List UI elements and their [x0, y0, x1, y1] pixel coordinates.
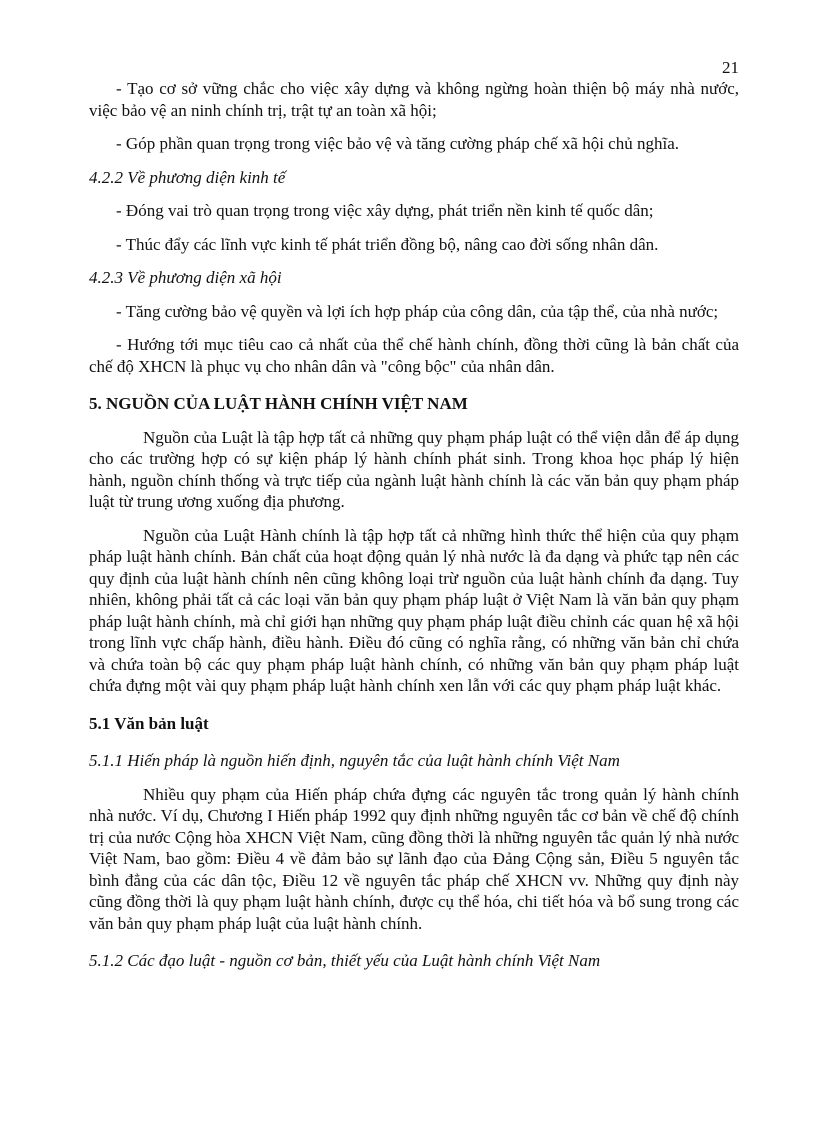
paragraph-constitution: Nhiều quy phạm của Hiến pháp chứa đựng các nguyên tắc trong quản lý hành chính nhà nước. Ví dụ, Chương I Hiến pháp 1992 quy định những nguyên tắc cơ bản về chế độ chính trị của nước Cộng hòa XHCN Việt Nam, cũng đồng thời là những nguyên tắc quản lý nhà nước Việt Nam, bao gồm: Điều 4 về đảm bảo sự lãnh đạo của Đảng Cộng sản, Điều 5 nguyên tắc bình đẳng của các dân tộc, Điều 12 về nguyên tắc pháp chế XHCN vv. Những quy định này cũng đồng thời là quy phạm luật hành chính, được cụ thể hóa, chi tiết hóa và bổ sung trong các văn bản quy phạm pháp luật của luật hành chính.	[89, 784, 739, 933]
paragraph-source-definition: Nguồn của Luật là tập hợp tất cả những quy phạm pháp luật có thể viện dẫn để áp dụng cho các trường hợp có sự kiện pháp lý hành chính phát sinh. Trong khoa học pháp lý hiện hành, nguồn chính thống và trực tiếp của ngành luật hành chính là các văn bản quy phạm pháp luật từ trung ương xuống địa phương.	[89, 427, 739, 511]
subheading-economic: 4.2.2 Về phương diện kinh tế	[89, 167, 286, 187]
bullet-legality: - Góp phần quan trọng trong việc bảo vệ và tăng cường pháp chế xã hội chủ nghĩa.	[116, 134, 679, 153]
page-content	[89, 78, 739, 972]
section-heading-5: 5. NGUỒN CỦA LUẬT HÀNH CHÍNH VIỆT NAM	[89, 394, 468, 413]
bullet-economy: - Đóng vai trò quan trọng trong việc xây dựng, phát triển nền kinh tế quốc dân;	[116, 201, 654, 220]
bullet-sectors: - Thúc đẩy các lĩnh vực kinh tế phát triển đồng bộ, nâng cao đời sống nhân dân.	[116, 234, 659, 254]
subheading-social: 4.2.3 Về phương diện xã hội	[89, 268, 282, 287]
subheading-5-1-2: 5.1.2 Các đạo luật - nguồn cơ bản, thiết yếu của Luật hành chính Việt Nam	[89, 951, 601, 970]
bullet-rights: - Tăng cường bảo vệ quyền và lợi ích hợp pháp của công dân, của tập thể, của nhà nước;	[116, 301, 719, 321]
bullet-goal: - Hướng tới mục tiêu cao cả nhất của thể chế hành chính, đồng thời cũng là bản chất của chế độ XHCN là phục vụ cho nhân dân và "công bộc" của nhân dân.	[89, 335, 739, 376]
subheading-5-1-1: 5.1.1 Hiến pháp là nguồn hiến định, nguyên tắc của luật hành chính Việt Nam	[89, 751, 620, 770]
page-number: 21	[722, 58, 739, 77]
paragraph-source-forms: Nguồn của Luật Hành chính là tập hợp tất cả những hình thức thể hiện của quy phạm pháp luật hành chính. Bản chất của hoạt động quản lý nhà nước là đa dạng và phức tạp nên các quy định của luật hành chính nên cũng không loại trừ nguồn của luật hành chính đa dạng. Tuy nhiên, không phải tất cả các loại văn bản quy phạm pháp luật ở Việt Nam là văn bản quy phạm pháp luật hành chính, mà chỉ giới hạn những quy phạm pháp luật điều chỉnh các quan hệ xã hội trong lĩnh vực chấp hành, điều hành. Điều đó cũng có nghĩa rằng, có những văn bản chỉ chứa và chứa toàn bộ các quy phạm pháp luật hành chính, có những văn bản quy phạm pháp luật chứa đựng một vài quy phạm pháp luật hành chính xen lẫn với các quy phạm pháp luật khác.	[89, 525, 739, 695]
bullet-security: - Tạo cơ sở vững chắc cho việc xây dựng và không ngừng hoàn thiện bộ máy nhà nước, việc bảo vệ an ninh chính trị, trật tự an toàn xã hội;	[89, 79, 739, 120]
section-heading-5-1: 5.1 Văn bản luật	[89, 713, 209, 733]
